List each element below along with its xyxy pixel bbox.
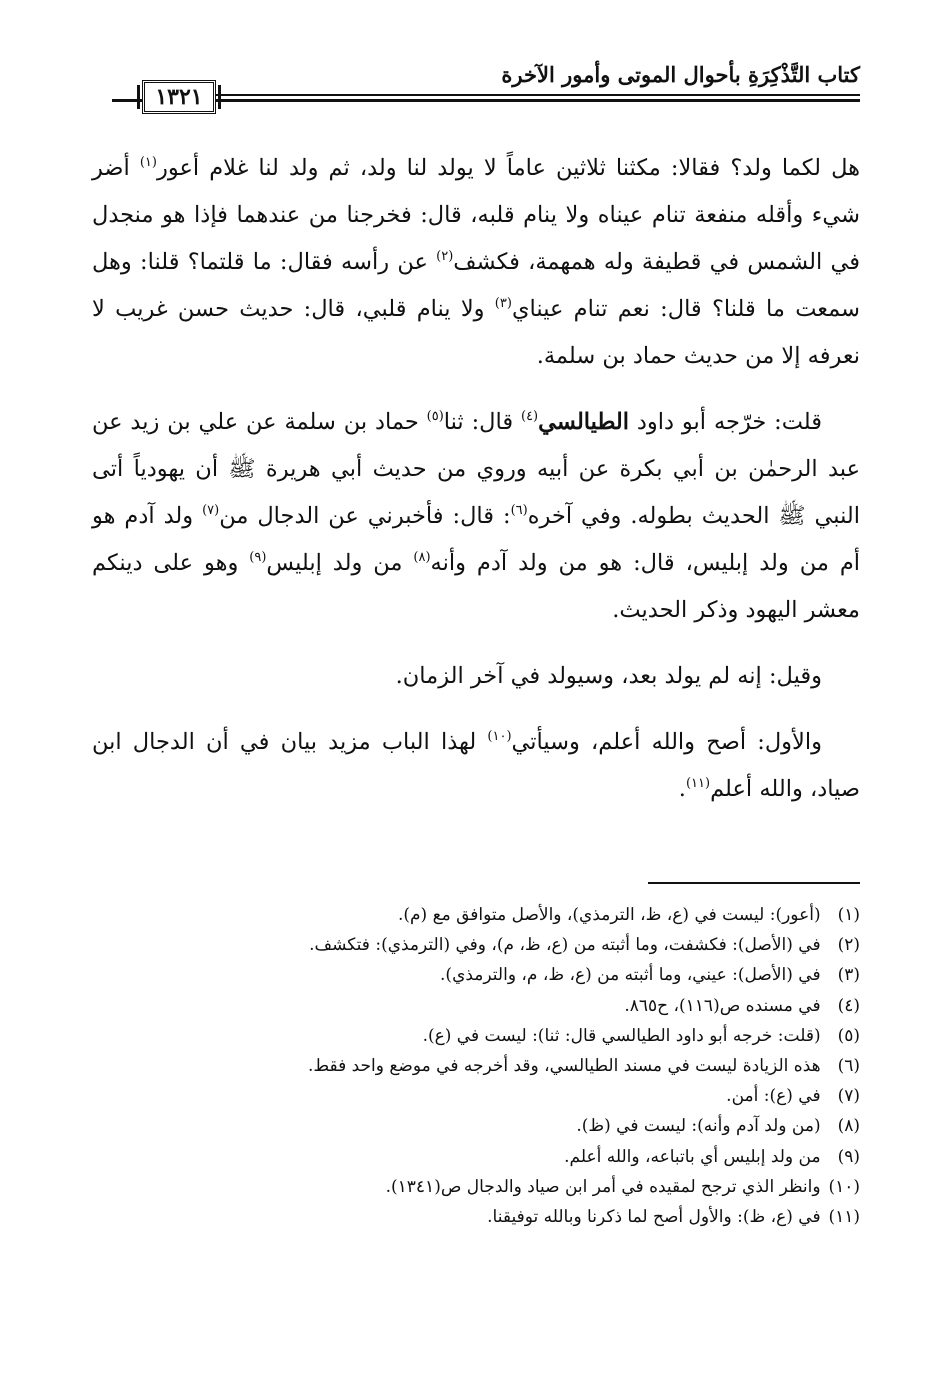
footnote-text: في (الأصل): فكشفت، وما أثبته من (ع، ظ، م)، وفي (الترمذي): فتكشف. — [309, 935, 821, 956]
footnote-ref-1[interactable]: (١) — [139, 155, 157, 170]
footnote-number: (١٠) — [828, 1176, 860, 1197]
footnote — [80, 960, 860, 990]
footnote-number: (٩) — [837, 1146, 860, 1167]
footnote-text: (قلت: خرجه أبو داود الطيالسي قال: ثنا): ليست في (ع). — [422, 1025, 821, 1046]
footnote-ref-11[interactable]: (١١) — [685, 776, 711, 791]
footnote — [80, 1202, 860, 1232]
footnote — [80, 1021, 860, 1051]
footnote-separator — [648, 882, 860, 884]
footnote — [80, 1051, 860, 1081]
footnote-ref-6[interactable]: (٦) — [510, 503, 528, 518]
footnote-ref-10[interactable]: (١٠) — [487, 729, 512, 744]
page-number-text: ١٣٢١ — [155, 84, 203, 110]
footnote-text: هذه الزيادة ليست في مسند الطيالسي، وقد أخرجه في موضع واحد فقط. — [307, 1056, 821, 1077]
footnote-ref-9[interactable]: (٩) — [249, 550, 267, 565]
footnote-text: في (ع، ظ): والأول أصح لما ذكرنا وبالله توفيقنا. — [487, 1207, 821, 1228]
footnote-number: (٥) — [837, 1025, 860, 1046]
page-number — [142, 80, 216, 114]
footnote-ref-2[interactable]: (٢) — [436, 249, 454, 264]
footnote-ref-4[interactable]: (٤) — [520, 409, 539, 424]
footnote — [80, 930, 860, 960]
footnote-number: (٤) — [837, 995, 860, 1016]
header-rule-double — [112, 99, 860, 102]
footnote-number: (٨) — [837, 1116, 860, 1137]
footnote-text: وانظر الذي ترجح لمقيده في أمر ابن صياد والدجال ص(١٣٤١). — [385, 1176, 821, 1197]
footnote — [80, 1172, 860, 1202]
footnote-number: (٢) — [837, 935, 860, 956]
footnote-ref-8[interactable]: (٨) — [413, 550, 431, 565]
footnote-number: (٧) — [837, 1086, 860, 1107]
footnote-text: (أعور): ليست في (ع، ظ، الترمذي)، والأصل متوافق مع (م). — [397, 905, 821, 925]
footnote-ref-7[interactable]: (٧) — [202, 503, 220, 518]
body-text — [92, 145, 860, 832]
footnote-text: من ولد إبليس أي باتباعه، والله أعلم. — [564, 1146, 821, 1167]
footnote — [80, 1142, 860, 1172]
footnote — [80, 1111, 860, 1141]
paragraph-4: والأول: أصح والله أعلم، وسيأتي$^{(١٠)}$ لهذا الباب مزيد بيان في أن الدجال ابن صياد، والله أعلم$^{(١١)}$. — [92, 729, 860, 802]
footnote-text: في (ع): أمن. — [726, 1086, 821, 1107]
footnote-number: (٦) — [837, 1056, 860, 1077]
footnotes — [80, 900, 860, 1232]
paragraph-1: هل لكما ولد؟ فقالا: مكثنا ثلاثين عاماً لا يولد لنا ولد، ثم ولد لنا غلام أعور$^{(١)}$ أضر شيء وأقله منفعة تنام عيناه ولا ينام قلبه، قال: فخرجنا من عندهما فإذا هو منجدل في الشمس في قطيفة وله همهمة، فكشف$^{(٢)}$ عن رأسه فقال: ما قلتما؟ قلنا: وهل سمعت ما قلنا؟ قال: نعم تنام عيناي$^{(٣)}$ ولا ينام قلبي، قال: حديث حسن غريب لا نعرفه إلا من حديث حماد بن سلمة. — [92, 155, 860, 369]
footnote-ref-3[interactable]: (٣) — [494, 296, 512, 311]
footnote-number: (١) — [837, 905, 860, 925]
running-title: كتاب التَّذْكِرَةِ بأحوال الموتى وأمور الآخرة — [501, 62, 860, 87]
header-rule — [216, 94, 860, 96]
paragraph-3: وقيل: إنه لم يولد بعد، وسيولد في آخر الزمان. — [395, 663, 822, 689]
footnote-text: في مسنده ص(١١٦)، ح٨٦٥. — [624, 995, 821, 1016]
footnote-text: (من ولد آدم وأنه): ليست في (ظ). — [576, 1116, 821, 1137]
footnote-ref-5[interactable]: (٥) — [426, 409, 444, 424]
footnote — [80, 900, 860, 930]
footnote-number: (١١) — [828, 1207, 860, 1228]
paragraph-2: قلت: خرّجه أبو داود الطيالسي$^{(٤)}$ قال: ثنا$^{(٥)}$ حماد بن سلمة عن علي بن زيد عن عبد الرحمٰن بن أبي بكرة عن أبيه وروي من حديث أبي هريرة ﷺ أن يهودياً أتى النبي ﷺ الحديث بطوله. وفي آخره$^{(٦)}$: قال: فأخبرني عن الدجال من$^{(٧)}$ ولد آدم هو أم من ولد إبليس، قال: هو من ولد آدم وأنه$^{(٨)}$ من ولد إبليس$^{(٩)}$ وهو على دينكم معشر اليهود وذكر الحديث. — [92, 409, 860, 623]
footnote — [80, 991, 860, 1021]
footnote-number: (٣) — [837, 965, 860, 986]
bold-name: الطيالسي — [538, 409, 630, 435]
footnote-text: في (الأصل): عيني، وما أثبته من (ع، ظ، م، والترمذي). — [440, 965, 821, 986]
footnote — [80, 1081, 860, 1111]
